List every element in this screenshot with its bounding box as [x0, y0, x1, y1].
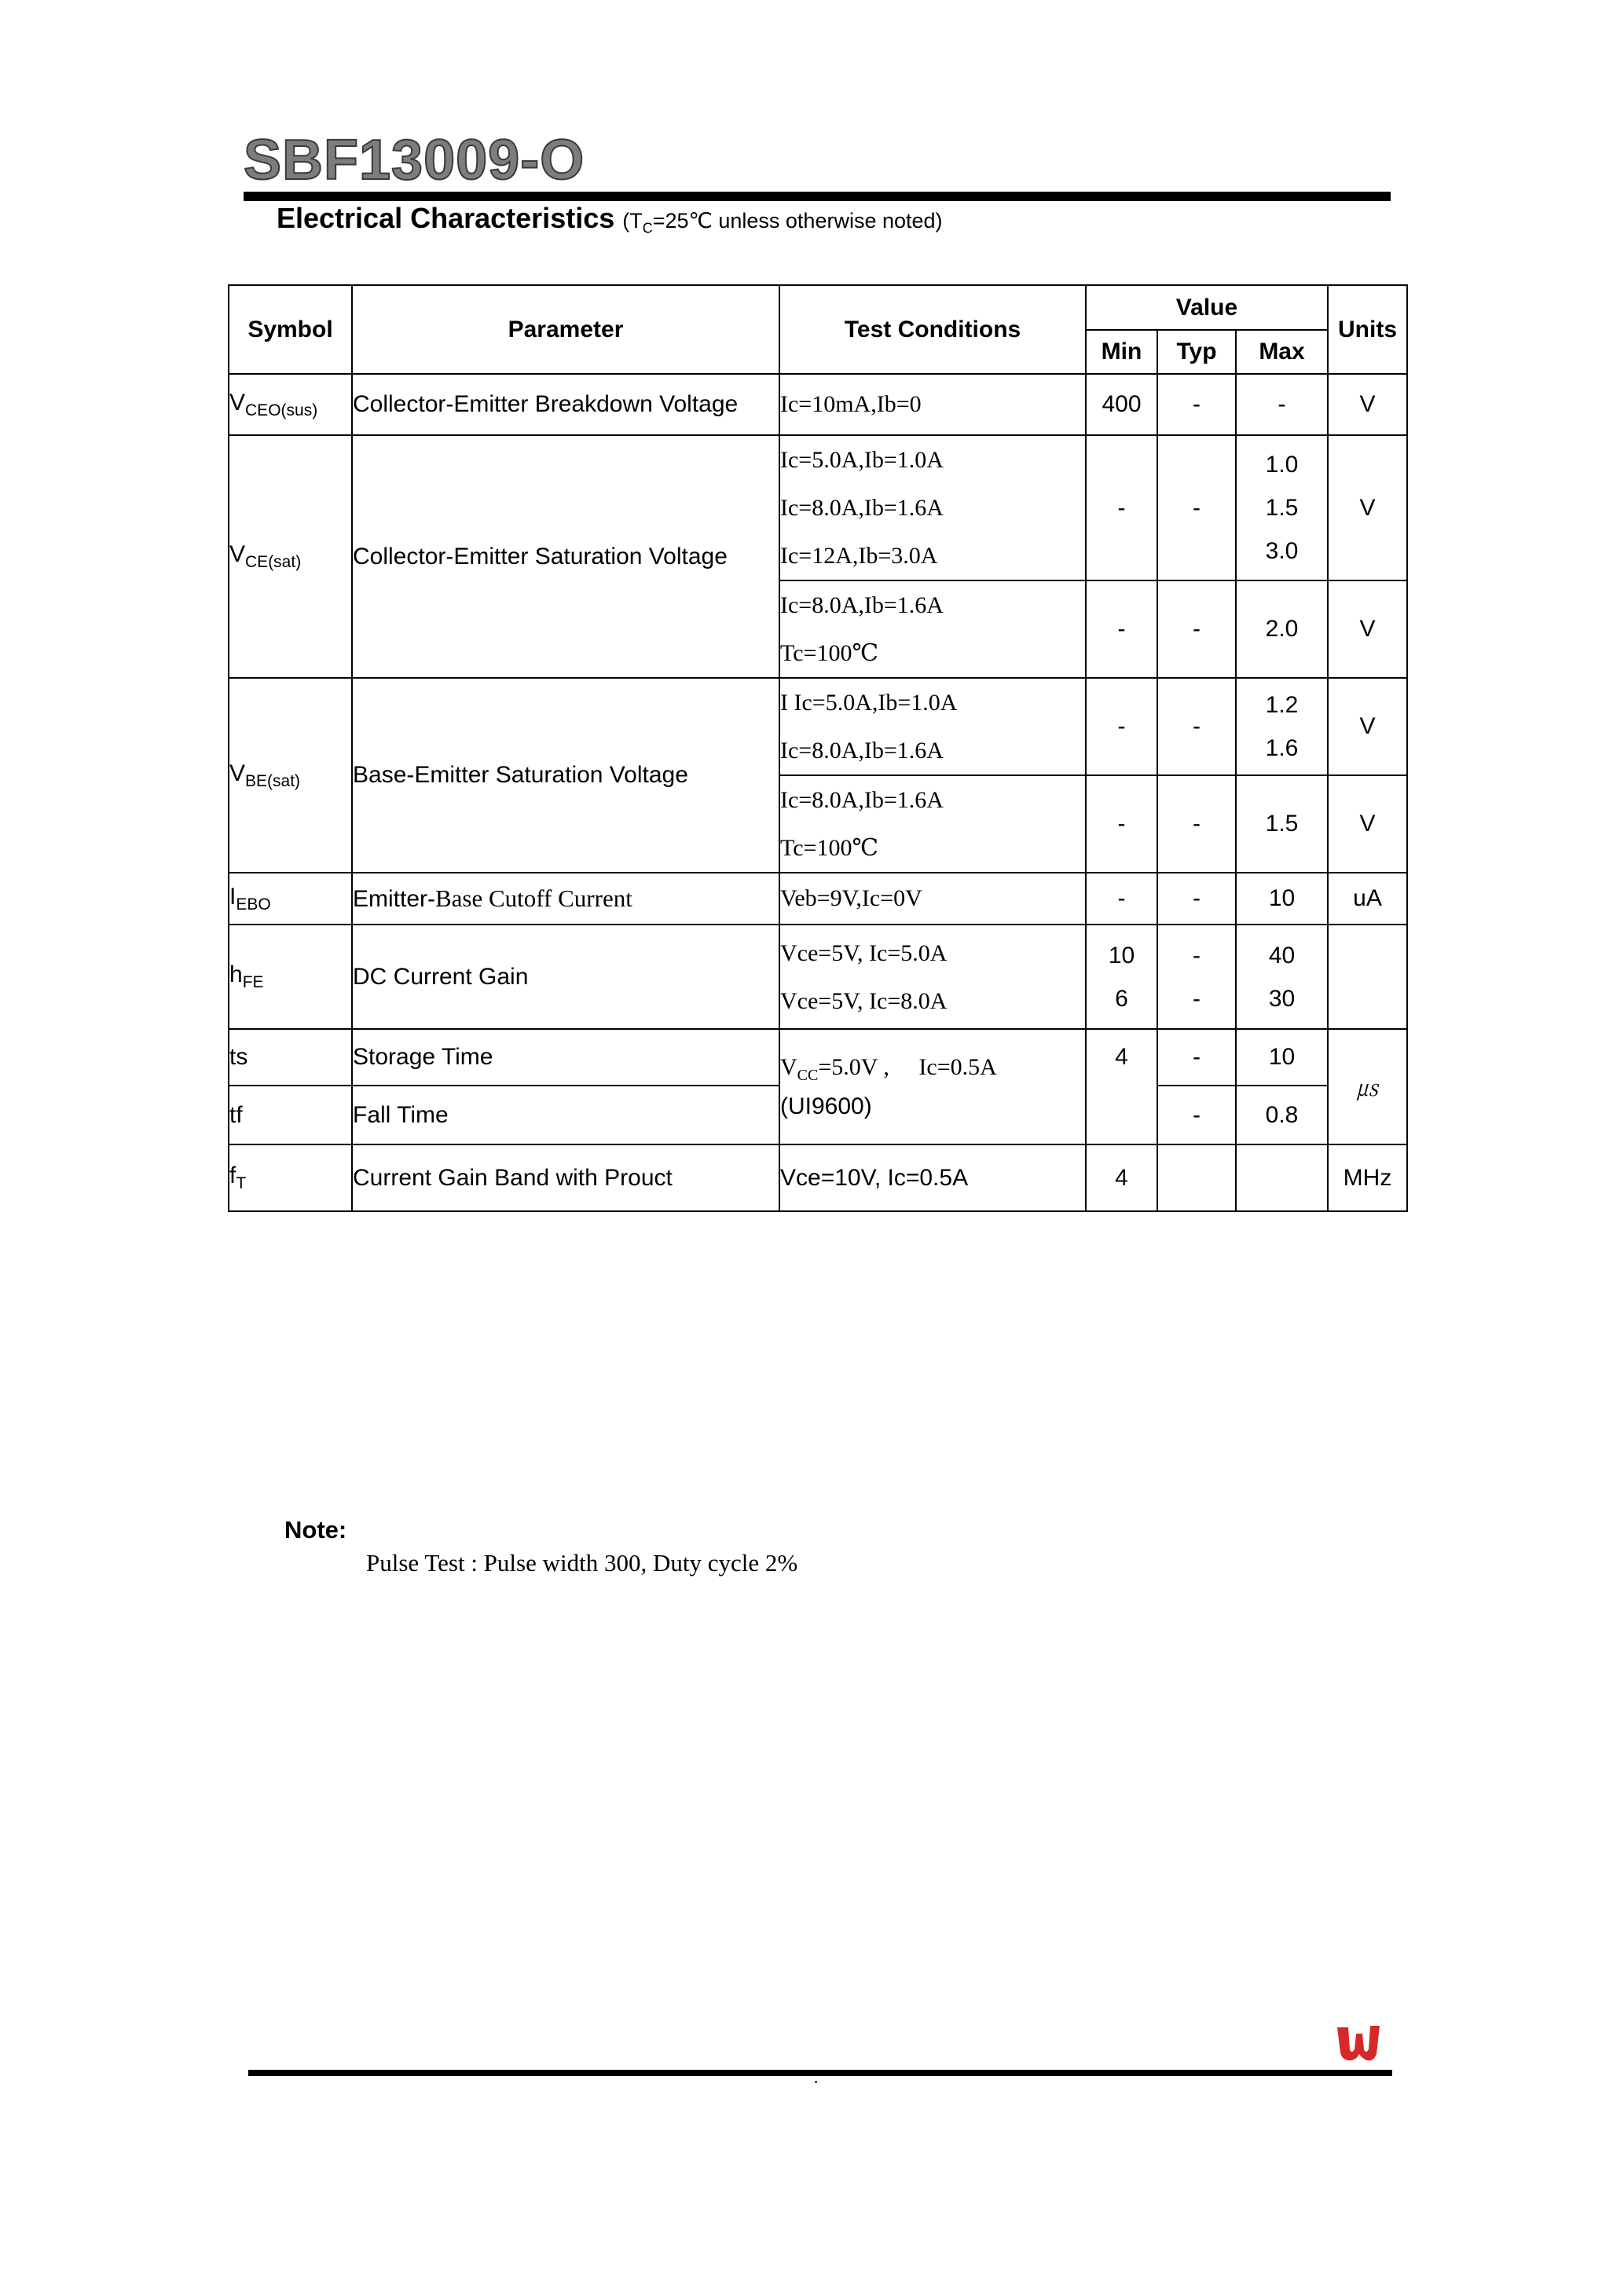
min-cell: - — [1086, 873, 1157, 925]
typ-cell: - — [1157, 374, 1236, 435]
symbol-vbesat: $V_{BE(sat)}$ — [229, 678, 352, 873]
max-cell: 1.5 — [1236, 775, 1328, 873]
electrical-characteristics-table — [228, 284, 1408, 1212]
condition-cell: Ic=10mA,Ib=0 — [779, 374, 1086, 435]
header-typ: Typ — [1157, 330, 1236, 374]
min-cell: - — [1086, 435, 1157, 580]
min-cell: 10 6 — [1086, 925, 1157, 1029]
section-title: Electrical Characteristics — [277, 202, 615, 234]
footer-mark — [815, 2081, 817, 2083]
note-label: Note: — [284, 1516, 347, 1543]
header-min: Min — [1086, 330, 1157, 374]
max-cell: 40 30 — [1236, 925, 1328, 1029]
typ-cell — [1157, 1144, 1236, 1211]
typ-cell: - — [1157, 678, 1236, 775]
typ-cell: - — [1157, 435, 1236, 580]
symbol-tf: tf — [229, 1086, 352, 1144]
parameter-cell: Base-Emitter Saturation Voltage — [352, 678, 779, 873]
max-cell: 1.0 1.5 3.0 — [1236, 435, 1328, 580]
section-heading — [277, 204, 943, 235]
table-row — [229, 873, 1407, 925]
note-text: Pulse Test : Pulse width 300, Duty cycle 2% — [366, 1549, 798, 1576]
header-units: Units — [1328, 285, 1407, 374]
company-logo-icon — [1336, 2023, 1381, 2063]
symbol-vcesat: $V_{CE(sat)}$ — [229, 435, 352, 678]
condition-cell: Ic=8.0A,Ib=1.6A Tc=100℃ — [779, 580, 1086, 678]
condition-cell: Vce=5V, Ic=5.0A Vce=5V, Ic=8.0A — [779, 925, 1086, 1029]
parameter-cell: Storage Time — [352, 1029, 779, 1086]
typ-cell: - — [1157, 873, 1236, 925]
min-cell: 4 — [1086, 1144, 1157, 1211]
symbol-ft: $f_T$ — [229, 1144, 352, 1211]
symbol-ts: ts — [229, 1029, 352, 1086]
unit-cell: V — [1328, 435, 1407, 580]
unit-cell: V — [1328, 678, 1407, 775]
min-cell: - — [1086, 775, 1157, 873]
footer-rule — [248, 2070, 1392, 2076]
max-cell: 1.2 1.6 — [1236, 678, 1328, 775]
condition-cell: Veb=9V,Ic=0V — [779, 873, 1086, 925]
typ-cell: - — [1157, 1086, 1236, 1144]
symbol-vceo: $V_{CEO(sus)}$ — [229, 374, 352, 435]
max-cell — [1236, 1144, 1328, 1211]
parameter-cell: Collector-Emitter Saturation Voltage — [352, 435, 779, 678]
table-row — [229, 435, 1407, 580]
table-row — [229, 1029, 1407, 1086]
min-cell: - — [1086, 580, 1157, 678]
parameter-cell: DC Current Gain — [352, 925, 779, 1029]
condition-cell: I Ic=5.0A,Ib=1.0A Ic=8.0A,Ib=1.6A — [779, 678, 1086, 775]
header-parameter: Parameter — [352, 285, 779, 374]
part-number-title: SBF13009-O — [244, 129, 585, 192]
condition-cell: Ic=8.0A,Ib=1.6A Tc=100℃ — [779, 775, 1086, 873]
header-test-conditions: Test Conditions — [779, 285, 1086, 374]
typ-cell: - — [1157, 1029, 1236, 1086]
header-rule — [244, 192, 1391, 201]
table-row — [229, 678, 1407, 775]
parameter-cell: Collector-Emitter Breakdown Voltage — [352, 374, 779, 435]
min-cell: - — [1086, 678, 1157, 775]
typ-cell: - — [1157, 580, 1236, 678]
table-row — [229, 925, 1407, 1029]
header-value: Value — [1086, 285, 1328, 330]
unit-cell: ㎲ — [1328, 1029, 1407, 1144]
table-row — [229, 1144, 1407, 1211]
parameter-cell: Emitter-Base Cutoff Current — [352, 873, 779, 925]
unit-cell: V — [1328, 580, 1407, 678]
parameter-cell: Fall Time — [352, 1086, 779, 1144]
typ-cell: - — [1157, 775, 1236, 873]
max-cell: 10 — [1236, 1029, 1328, 1086]
condition-cell: Ic=5.0A,Ib=1.0A Ic=8.0A,Ib=1.6A Ic=12A,Ib=3.0A — [779, 435, 1086, 580]
symbol-iebo: $I_{EBO}$ — [229, 873, 352, 925]
max-cell: 2.0 — [1236, 580, 1328, 678]
unit-cell — [1328, 925, 1407, 1029]
max-cell: 0.8 — [1236, 1086, 1328, 1144]
header-max: Max — [1236, 330, 1328, 374]
symbol-hfe: $h_{FE}$ — [229, 925, 352, 1029]
typ-cell: - - — [1157, 925, 1236, 1029]
condition-cell: Vce=10V, Ic=0.5A — [779, 1144, 1086, 1211]
unit-cell: V — [1328, 374, 1407, 435]
section-condition: ($T_C=25℃$ unless otherwise noted) — [622, 209, 943, 236]
unit-cell: V — [1328, 775, 1407, 873]
parameter-cell: Current Gain Band with Prouct — [352, 1144, 779, 1211]
header-symbol: Symbol — [229, 285, 352, 374]
condition-cell: $V_{CC}=5.0V$ , Ic=0.5A (UI9600) — [779, 1029, 1086, 1144]
max-cell: 10 — [1236, 873, 1328, 925]
min-cell: 400 — [1086, 374, 1157, 435]
max-cell: - — [1236, 374, 1328, 435]
unit-cell: uA — [1328, 873, 1407, 925]
table-row — [229, 374, 1407, 435]
unit-cell: MHz — [1328, 1144, 1407, 1211]
min-cell: 4 — [1086, 1029, 1157, 1144]
